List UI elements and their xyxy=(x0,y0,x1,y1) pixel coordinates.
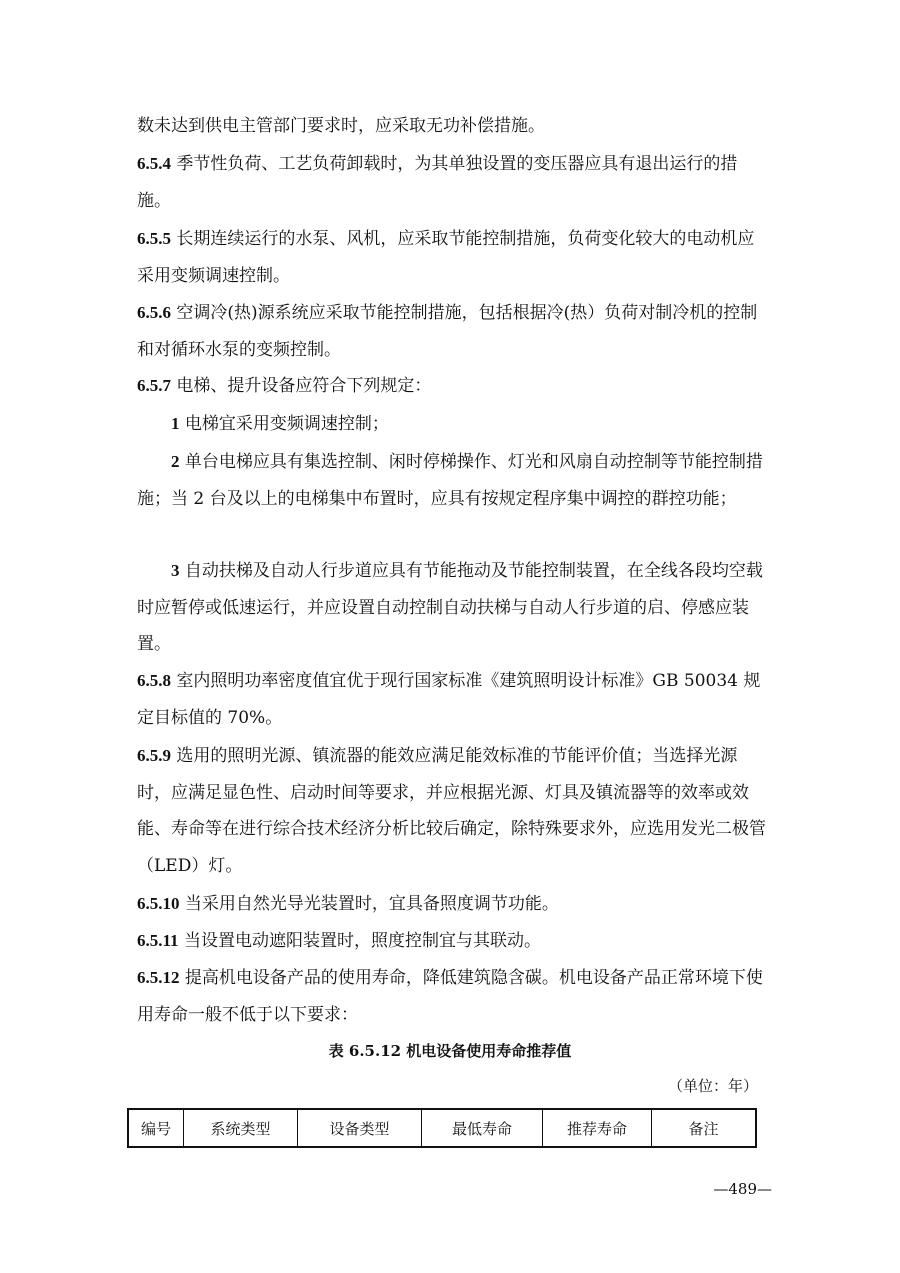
list-item-number: 3 xyxy=(171,561,180,580)
clause-text: 电梯、提升设备应符合下列规定： xyxy=(176,376,432,396)
clause-6-5-9 xyxy=(137,738,767,884)
header-cell-min-life: 最低寿命 xyxy=(422,1109,543,1147)
list-item-3 xyxy=(137,553,767,663)
clause-6-5-6 xyxy=(137,295,767,368)
clause-6-5-11 xyxy=(137,923,767,960)
clause-6-5-7 xyxy=(137,368,767,405)
clause-text: 提高机电设备产品的使用寿命，降低建筑隐含碳。机电设备产品正常环境下使用寿命一般不低于以下要求： xyxy=(137,968,763,1025)
service-life-table xyxy=(127,1108,757,1148)
header-cell-equipment-type: 设备类型 xyxy=(298,1109,422,1147)
page-number: —489— xyxy=(713,1180,772,1198)
table-caption: 表 6.5.12 机电设备使用寿命推荐值 xyxy=(328,1042,572,1060)
header-cell-number: 编号 xyxy=(140,1119,171,1138)
list-item-text: 单台电梯应具有集选控制、闲时停梯操作、灯光和风扇自动控制等节能控制措施；当 2 台及以上的电梯集中布置时，应具有按规定程序集中调控的群控功能； xyxy=(137,452,763,509)
list-item-text: 电梯宜采用变频调速控制； xyxy=(184,414,389,434)
clause-number: 6.5.12 xyxy=(137,968,180,987)
clause-6-5-5 xyxy=(137,221,767,294)
clause-text: 季节性负荷、工艺负荷卸载时，为其单独设置的变压器应具有退出运行的措施。 xyxy=(137,154,738,211)
clause-number: 6.5.10 xyxy=(137,894,180,913)
clause-6-5-8 xyxy=(137,663,767,736)
clause-6-5-12 xyxy=(137,960,767,1033)
list-item-number: 1 xyxy=(171,414,180,433)
clause-number: 6.5.6 xyxy=(137,303,171,322)
clause-6-5-4 xyxy=(137,146,767,219)
list-item-1 xyxy=(137,406,767,443)
clause-text: 长期连续运行的水泵、风机，应采取节能控制措施，负荷变化较大的电动机应采用变频调速控制。 xyxy=(137,229,755,286)
clause-number: 6.5.8 xyxy=(137,671,171,690)
header-cell-remarks: 备注 xyxy=(652,1109,757,1147)
clause-text: 当设置电动遮阳装置时，照度控制宜与其联动。 xyxy=(183,931,541,951)
table-header-row xyxy=(128,1109,756,1147)
clause-text: 选用的照明光源、镇流器的能效应满足能效标准的节能评价值；当选择光源时，应满足显色性、启动时间等要求，并应根据光源、灯具及镇流器等的效率或效能、寿命等在进行综合技术经济分析比较后确定，除特殊要求外，应选用发光二极管（LED）灯。 xyxy=(137,746,766,876)
clause-number: 6.5.11 xyxy=(137,931,179,950)
clause-text: 室内照明功率密度值宜优于现行国家标准《建筑照明设计标准》GB 50034 规定目标值的 70%。 xyxy=(137,671,761,728)
table-unit-note: （单位：年） xyxy=(667,1077,758,1095)
list-item-number: 2 xyxy=(171,452,180,471)
list-item-text: 自动扶梯及自动人行步道应具有节能拖动及节能控制装置，在全线各段均空载时应暂停或低速运行，并应设置自动控制自动扶梯与自动人行步道的启、停感应装置。 xyxy=(137,561,763,654)
clause-text: 空调冷(热)源系统应采取节能控制措施，包括根据冷(热）负荷对制冷机的控制和对循环水泵的变频控制。 xyxy=(137,303,758,360)
header-cell-system-type: 系统类型 xyxy=(184,1109,298,1147)
paragraph-continuation xyxy=(137,108,767,145)
clause-number: 6.5.9 xyxy=(137,746,171,765)
clause-text: 当采用自然光导光装置时，宜具备照度调节功能。 xyxy=(184,894,559,914)
header-cell-recommended-life: 推荐寿命 xyxy=(543,1109,652,1147)
clause-number: 6.5.7 xyxy=(137,376,171,395)
clause-number: 6.5.4 xyxy=(137,154,171,173)
clause-number: 6.5.5 xyxy=(137,229,171,248)
list-item-2 xyxy=(137,444,767,517)
clause-6-5-10 xyxy=(137,886,767,923)
paragraph-text: 数未达到供电主管部门要求时，应采取无功补偿措施。 xyxy=(137,116,545,136)
